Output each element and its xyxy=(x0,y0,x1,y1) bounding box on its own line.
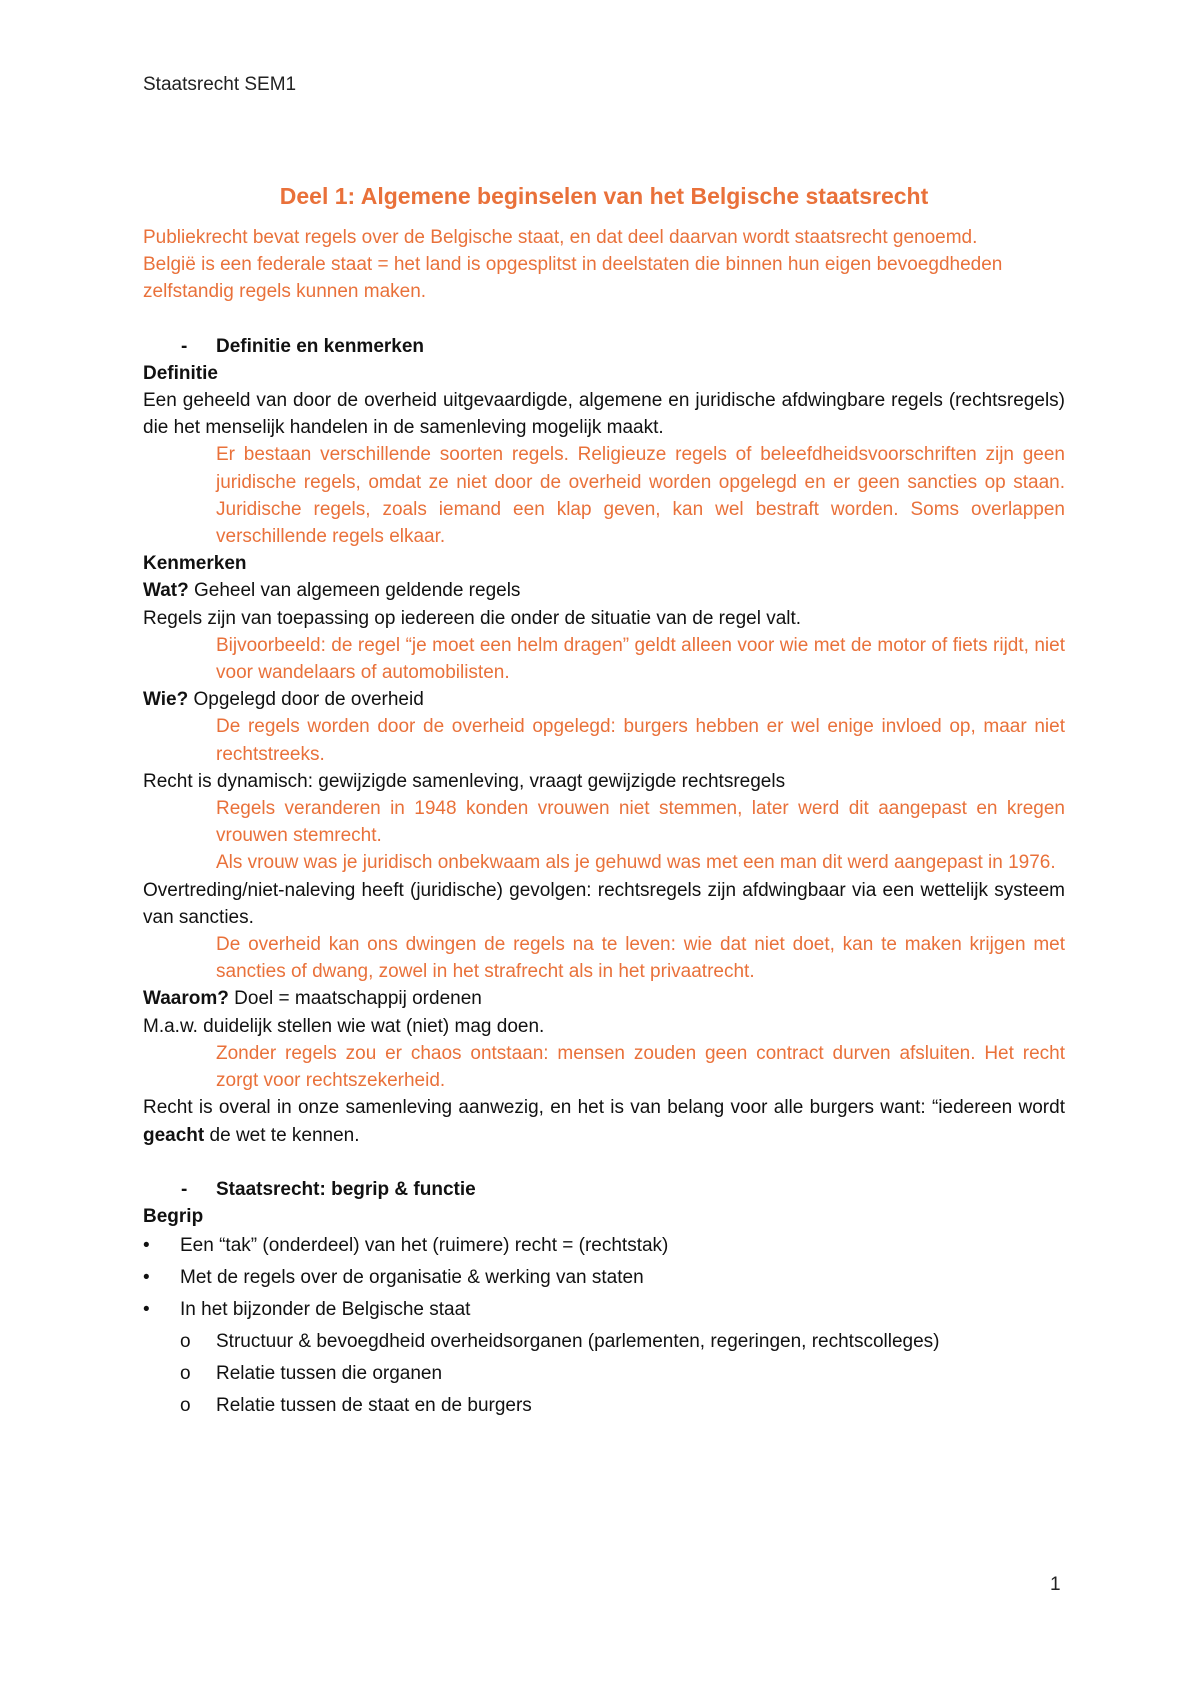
list-item-text: Met de regels over de organisatie & werking van staten xyxy=(180,1267,644,1289)
sublist-item xyxy=(180,1326,1065,1358)
dynamisch-text: Recht is dynamisch: gewijzigde samenleving, vraagt gewijzigde rechtsregels xyxy=(143,770,786,792)
waarom-line xyxy=(143,985,1065,1012)
document-body xyxy=(143,180,1065,1422)
page-number: 1 xyxy=(1050,1574,1061,1595)
dash-marker: - xyxy=(181,335,188,357)
overtreding-note: De overheid kan ons dwingen de regels na te leven: wie dat niet doet, kan te maken krijgen met sancties of dwang, zowel in het strafrecht als in het privaatrecht. xyxy=(216,934,1065,983)
dynamisch-note-1: Regels veranderen in 1948 konden vrouwen niet stemmen, later werd dit aangepast en kregen vrouwen stemrecht. xyxy=(216,798,1065,847)
circle-bullet-icon: o xyxy=(180,1363,191,1385)
definitie-text: Een geheeld van door de overheid uitgevaardigde, algemene en juridische afdwingbare regels (rechtsregels) die het menselijk handelen in de samenleving mogelijk maakt. xyxy=(143,390,1065,439)
intro-paragraph-2: België is een federale staat = het land is opgesplitst in deelstaten die binnen hun eigen bevoegdheden zelfstandig regels kunnen maken. xyxy=(143,254,1003,303)
circle-bullet-icon: o xyxy=(180,1395,191,1417)
begrip-sublist xyxy=(143,1326,1065,1422)
wat-text: Geheel van algemeen geldende regels xyxy=(188,580,521,602)
list-item xyxy=(143,1230,1065,1262)
intro-paragraph-1: Publiekrecht bevat regels over de Belgische staat, en dat deel daarvan wordt staatsrecht genoemd. xyxy=(143,227,978,248)
dynamisch-note-2: Als vrouw was je juridisch onbekwaam als je gehuwd was met een man dit werd aangepast in 1976. xyxy=(216,852,1056,874)
sublist-item-text: Relatie tussen die organen xyxy=(216,1363,443,1385)
list-item xyxy=(143,1262,1065,1294)
section-heading-text: Staatsrecht: begrip & functie xyxy=(216,1178,476,1200)
maw-note: Zonder regels zou er chaos ontstaan: mensen zouden geen contract durven afsluiten. Het recht zorgt voor rechtszekerheid. xyxy=(216,1042,1065,1092)
overtreding-text: Overtreding/niet-naleving heeft (juridische) gevolgen: rechtsregels zijn afdwingbaar via een wettelijk systeem van sancties. xyxy=(143,879,1065,928)
sublist-item-text: Relatie tussen de staat en de burgers xyxy=(216,1395,532,1417)
regels-note: Bijvoorbeeld: de regel “je moet een helm dragen” geldt alleen voor wie met de motor of fiets rijdt, niet voor wandelaars of automobilisten. xyxy=(216,634,1065,684)
list-item xyxy=(143,1294,1065,1326)
wie-line xyxy=(143,686,1065,713)
definitie-label: Definitie xyxy=(143,362,218,384)
circle-bullet-icon: o xyxy=(180,1331,191,1353)
sublist-item xyxy=(180,1358,1065,1390)
spacer xyxy=(143,306,1065,333)
bullet-icon: • xyxy=(143,1267,150,1289)
list-item-text: Een “tak” (onderdeel) van het (ruimere) recht = (rechtstak) xyxy=(180,1235,669,1257)
overal-bold: geacht xyxy=(143,1124,205,1146)
bullet-icon: • xyxy=(143,1235,150,1257)
begrip-label: Begrip xyxy=(143,1205,204,1227)
waarom-text: Doel = maatschappij ordenen xyxy=(228,988,482,1010)
wie-note: De regels worden door de overheid opgelegd: burgers hebben er wel enige invloed op, maar niet rechtstreeks. xyxy=(216,716,1065,765)
begrip-list xyxy=(143,1230,1065,1326)
wat-label: Wat? xyxy=(143,580,189,602)
spacer xyxy=(143,1149,1065,1176)
maw-text: M.a.w. duidelijk stellen wie wat (niet) mag doen. xyxy=(143,1015,545,1037)
regels-text: Regels zijn van toepassing op iedereen die onder de situatie van de regel valt. xyxy=(143,607,802,629)
overal-text-a: Recht is overal in onze samenleving aanwezig, en het is van belang voor alle burgers want: “iedereen wordt xyxy=(143,1097,1065,1119)
wie-label: Wie? xyxy=(143,689,189,711)
kenmerken-label: Kenmerken xyxy=(143,553,247,575)
section-heading-definitie xyxy=(143,333,1065,360)
dash-marker: - xyxy=(181,1178,188,1200)
definitie-note: Er bestaan verschillende soorten regels. Religieuze regels of beleefdheidsvoorschriften zijn geen juridische regels, omdat ze niet door de overheid worden opgelegd en er geen sancties op staan. Juridische regels, zoals iemand een klap geven, kan wel bestraft worden. Soms overlappen verschillende regels elkaar. xyxy=(216,444,1065,548)
sublist-item xyxy=(180,1390,1065,1422)
overal-text xyxy=(143,1094,1065,1148)
overal-text-b: de wet te kennen. xyxy=(204,1124,360,1146)
section-heading-text: Definitie en kenmerken xyxy=(216,335,425,357)
sublist-item-text: Structuur & bevoegdheid overheidsorganen (parlementen, regeringen, rechtscolleges) xyxy=(216,1331,940,1353)
bullet-icon: • xyxy=(143,1299,150,1321)
list-item-text: In het bijzonder de Belgische staat xyxy=(180,1299,471,1321)
document-title: Deel 1: Algemene beginselen van het Belgische staatsrecht xyxy=(279,183,929,209)
waarom-label: Waarom? xyxy=(143,988,229,1010)
wat-line xyxy=(143,577,1065,604)
page-header: Staatsrecht SEM1 xyxy=(143,74,297,95)
wie-text: Opgelegd door de overheid xyxy=(188,689,424,711)
section-heading-staatsrecht xyxy=(143,1176,1065,1203)
